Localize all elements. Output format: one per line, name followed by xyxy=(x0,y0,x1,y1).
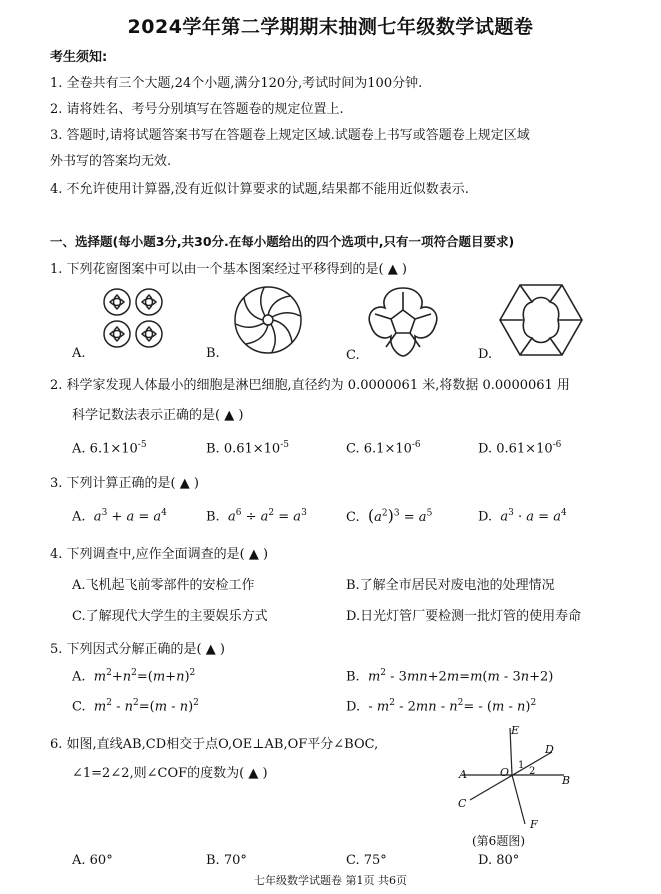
q1-pattern-d xyxy=(498,282,584,358)
q3-option-d: D. $a^3 \cdot a = a^4$ xyxy=(478,508,567,525)
q6-label-angle2: 2 xyxy=(529,766,536,777)
q2-option-a: A. $6.1\times 10^{-5}$ xyxy=(72,440,147,457)
q6-label-d: D xyxy=(545,743,554,756)
q2-stem-line1: 2. 科学家发现人体最小的细胞是淋巴细胞,直径约为 0.0000061 米,将数据 0.0000061 用 xyxy=(50,378,570,393)
q6-option-a: A. 60° xyxy=(72,853,113,868)
q4-stem: 4. 下列调查中,应作全面调查的是( ▲ ) xyxy=(50,547,269,562)
q6-option-b: B. 70° xyxy=(206,853,247,868)
q5-option-d: D. - $m^2 - 2mn - n^2= - (m - n)^2$ xyxy=(346,698,537,715)
q6-stem-line1: 6. 如图,直线AB,CD相交于点O,OE⊥AB,OF平分∠BOC, xyxy=(50,737,379,752)
q1-pattern-c xyxy=(365,284,441,360)
q2-option-d: D. $0.61\times 10^{-6}$ xyxy=(478,440,562,457)
q5-option-a: A. $m^2+n^2=(m+n)^2$ xyxy=(72,668,196,685)
q2-option-b: B. $0.61\times 10^{-5}$ xyxy=(206,440,289,457)
q1-pattern-b xyxy=(232,284,304,356)
notice-item: 外书写的答案均无效. xyxy=(50,154,172,169)
notice-item: 1. 全卷共有三个大题,24个小题,满分120分,考试时间为100分钟. xyxy=(50,76,423,91)
q6-label-b: B xyxy=(562,774,571,787)
q4-option-d: D.日光灯管厂要检测一批灯管的使用寿命 xyxy=(346,609,582,624)
q3-option-c: C. $(a^2)^3 = a^5$ xyxy=(346,506,433,525)
q1-label-d: D. xyxy=(478,347,493,362)
q6-label-a: A xyxy=(459,768,467,781)
q5-stem: 5. 下列因式分解正确的是( ▲ ) xyxy=(50,642,225,657)
q4-option-c: C.了解现代大学生的主要娱乐方式 xyxy=(72,609,268,624)
q2-stem-line2: 科学记数法表示正确的是( ▲ ) xyxy=(72,408,244,423)
notice-heading: 考生须知: xyxy=(50,50,108,65)
q6-option-d: D. 80° xyxy=(478,853,520,868)
q1-stem: 1. 下列花窗图案中可以由一个基本图案经过平移得到的是( ▲ ) xyxy=(50,262,407,277)
q1-pattern-a xyxy=(100,285,166,351)
notice-item: 3. 答题时,请将试题答案书写在答题卷上规定区域.试题卷上书写或答题卷上规定区域 xyxy=(50,128,530,143)
q6-label-angle1: 1 xyxy=(518,760,525,771)
q6-label-o: O xyxy=(500,766,510,779)
q3-stem: 3. 下列计算正确的是( ▲ ) xyxy=(50,476,199,491)
q4-option-b: B.了解全市居民对废电池的处理情况 xyxy=(346,578,555,593)
q5-option-c: C. $m^2 - n^2=(m - n)^2$ xyxy=(72,698,199,715)
q6-stem-line2: ∠1=2∠2,则∠COF的度数为( ▲ ) xyxy=(72,766,268,781)
q6-label-e: E xyxy=(511,724,520,737)
q6-label-f: F xyxy=(530,818,538,831)
page-footer: 七年级数学试题卷 第1页 共6页 xyxy=(254,874,407,887)
q4-option-a: A.飞机起飞前零部件的安检工作 xyxy=(72,578,255,593)
q2-option-c: C. $6.1\times 10^{-6}$ xyxy=(346,440,421,457)
q1-label-b: B. xyxy=(206,346,220,361)
notice-item: 4. 不允许使用计算器,没有近似计算要求的试题,结果都不能用近似数表示. xyxy=(50,182,469,197)
section-heading: 一、选择题(每小题3分,共30分.在每小题给出的四个选项中,只有一项符合题目要求) xyxy=(50,234,515,249)
q3-option-a: A. $a^3 + a = a^4$ xyxy=(72,508,167,525)
q5-option-b: B. $m^2 - 3mn+2m=m(m - 3n+2)$ xyxy=(346,668,554,685)
page-title: 2024学年第二学期期末抽测七年级数学试题卷 xyxy=(127,16,534,38)
notice-item: 2. 请将姓名、考号分别填写在答题卷的规定位置上. xyxy=(50,102,344,117)
q6-label-c: C xyxy=(458,797,467,810)
q1-label-a: A. xyxy=(72,346,86,361)
q6-option-c: C. 75° xyxy=(346,853,387,868)
q6-figure-caption: (第6题图) xyxy=(472,834,525,848)
q1-label-c: C. xyxy=(346,348,360,363)
q3-option-b: B. $a^6 \div a^2 = a^3$ xyxy=(206,508,307,525)
